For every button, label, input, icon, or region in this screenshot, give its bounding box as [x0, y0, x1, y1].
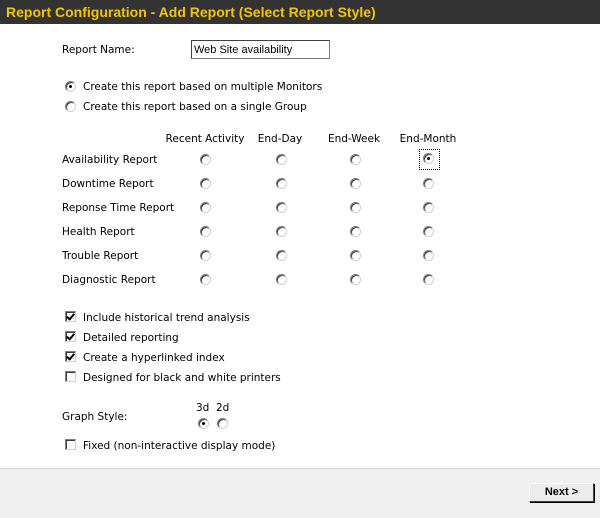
diagnostic-endweek-radio[interactable]	[350, 274, 361, 285]
fixed-mode-label: Fixed (non-interactive display mode)	[83, 440, 276, 452]
availability-endmonth-radio[interactable]	[423, 153, 434, 164]
trouble-endday-radio[interactable]	[276, 250, 287, 261]
column-header-end-day: End-Day	[257, 133, 303, 145]
basis-group-label: Create this report based on a single Group	[83, 101, 307, 113]
response-endweek-radio[interactable]	[350, 202, 361, 213]
graph-style-label: Graph Style:	[62, 411, 128, 423]
detailed-reporting-label: Detailed reporting	[83, 332, 179, 344]
historical-trend-label: Include historical trend analysis	[83, 312, 250, 324]
health-endday-radio[interactable]	[276, 226, 287, 237]
health-endmonth-radio[interactable]	[423, 226, 434, 237]
detailed-reporting-checkbox[interactable]	[65, 331, 76, 342]
downtime-endweek-radio[interactable]	[350, 178, 361, 189]
report-name-input[interactable]	[191, 40, 330, 59]
availability-recent-radio[interactable]	[200, 154, 211, 165]
trouble-endweek-radio[interactable]	[350, 250, 361, 261]
fixed-mode-checkbox[interactable]	[65, 439, 76, 450]
column-header-recent-activity: Recent Activity	[165, 133, 245, 145]
row-label-availability: Availability Report	[62, 154, 158, 166]
trouble-endmonth-radio[interactable]	[423, 250, 434, 261]
graph-style-3d-label: 3d	[196, 402, 210, 414]
historical-trend-checkbox[interactable]	[65, 311, 76, 322]
graph-style-2d-radio[interactable]	[217, 418, 228, 429]
downtime-recent-radio[interactable]	[200, 178, 211, 189]
diagnostic-endday-radio[interactable]	[276, 274, 287, 285]
graph-style-2d-label: 2d	[216, 402, 230, 414]
row-label-health: Health Report	[62, 226, 135, 238]
downtime-endmonth-radio[interactable]	[423, 178, 434, 189]
availability-endweek-radio[interactable]	[350, 154, 361, 165]
diagnostic-endmonth-radio[interactable]	[423, 274, 434, 285]
hyperlinked-index-label: Create a hyperlinked index	[83, 352, 225, 364]
diagnostic-recent-radio[interactable]	[200, 274, 211, 285]
health-recent-radio[interactable]	[200, 226, 211, 237]
row-label-diagnostic: Diagnostic Report	[62, 274, 156, 286]
trouble-recent-radio[interactable]	[200, 250, 211, 261]
basis-monitors-label: Create this report based on multiple Monitors	[83, 81, 323, 93]
response-endday-radio[interactable]	[276, 202, 287, 213]
availability-endday-radio[interactable]	[276, 154, 287, 165]
response-recent-radio[interactable]	[200, 202, 211, 213]
bw-printers-label: Designed for black and white printers	[83, 372, 281, 384]
row-label-response-time: Reponse Time Report	[62, 202, 175, 214]
column-header-end-month: End-Month	[399, 133, 457, 145]
window-title: Report Configuration - Add Report (Select Report Style)	[0, 0, 600, 24]
downtime-endday-radio[interactable]	[276, 178, 287, 189]
row-label-downtime: Downtime Report	[62, 178, 154, 190]
next-button[interactable]: Next >	[529, 483, 594, 502]
basis-group-radio[interactable]	[65, 101, 76, 112]
graph-style-3d-radio[interactable]	[198, 418, 209, 429]
response-endmonth-radio[interactable]	[423, 202, 434, 213]
column-header-end-week: End-Week	[327, 133, 381, 145]
basis-monitors-radio[interactable]	[65, 81, 76, 92]
health-endweek-radio[interactable]	[350, 226, 361, 237]
row-label-trouble: Trouble Report	[62, 250, 139, 262]
hyperlinked-index-checkbox[interactable]	[65, 351, 76, 362]
footer-bar	[0, 468, 600, 518]
report-name-label: Report Name:	[62, 44, 135, 56]
bw-printers-checkbox[interactable]	[65, 371, 76, 382]
